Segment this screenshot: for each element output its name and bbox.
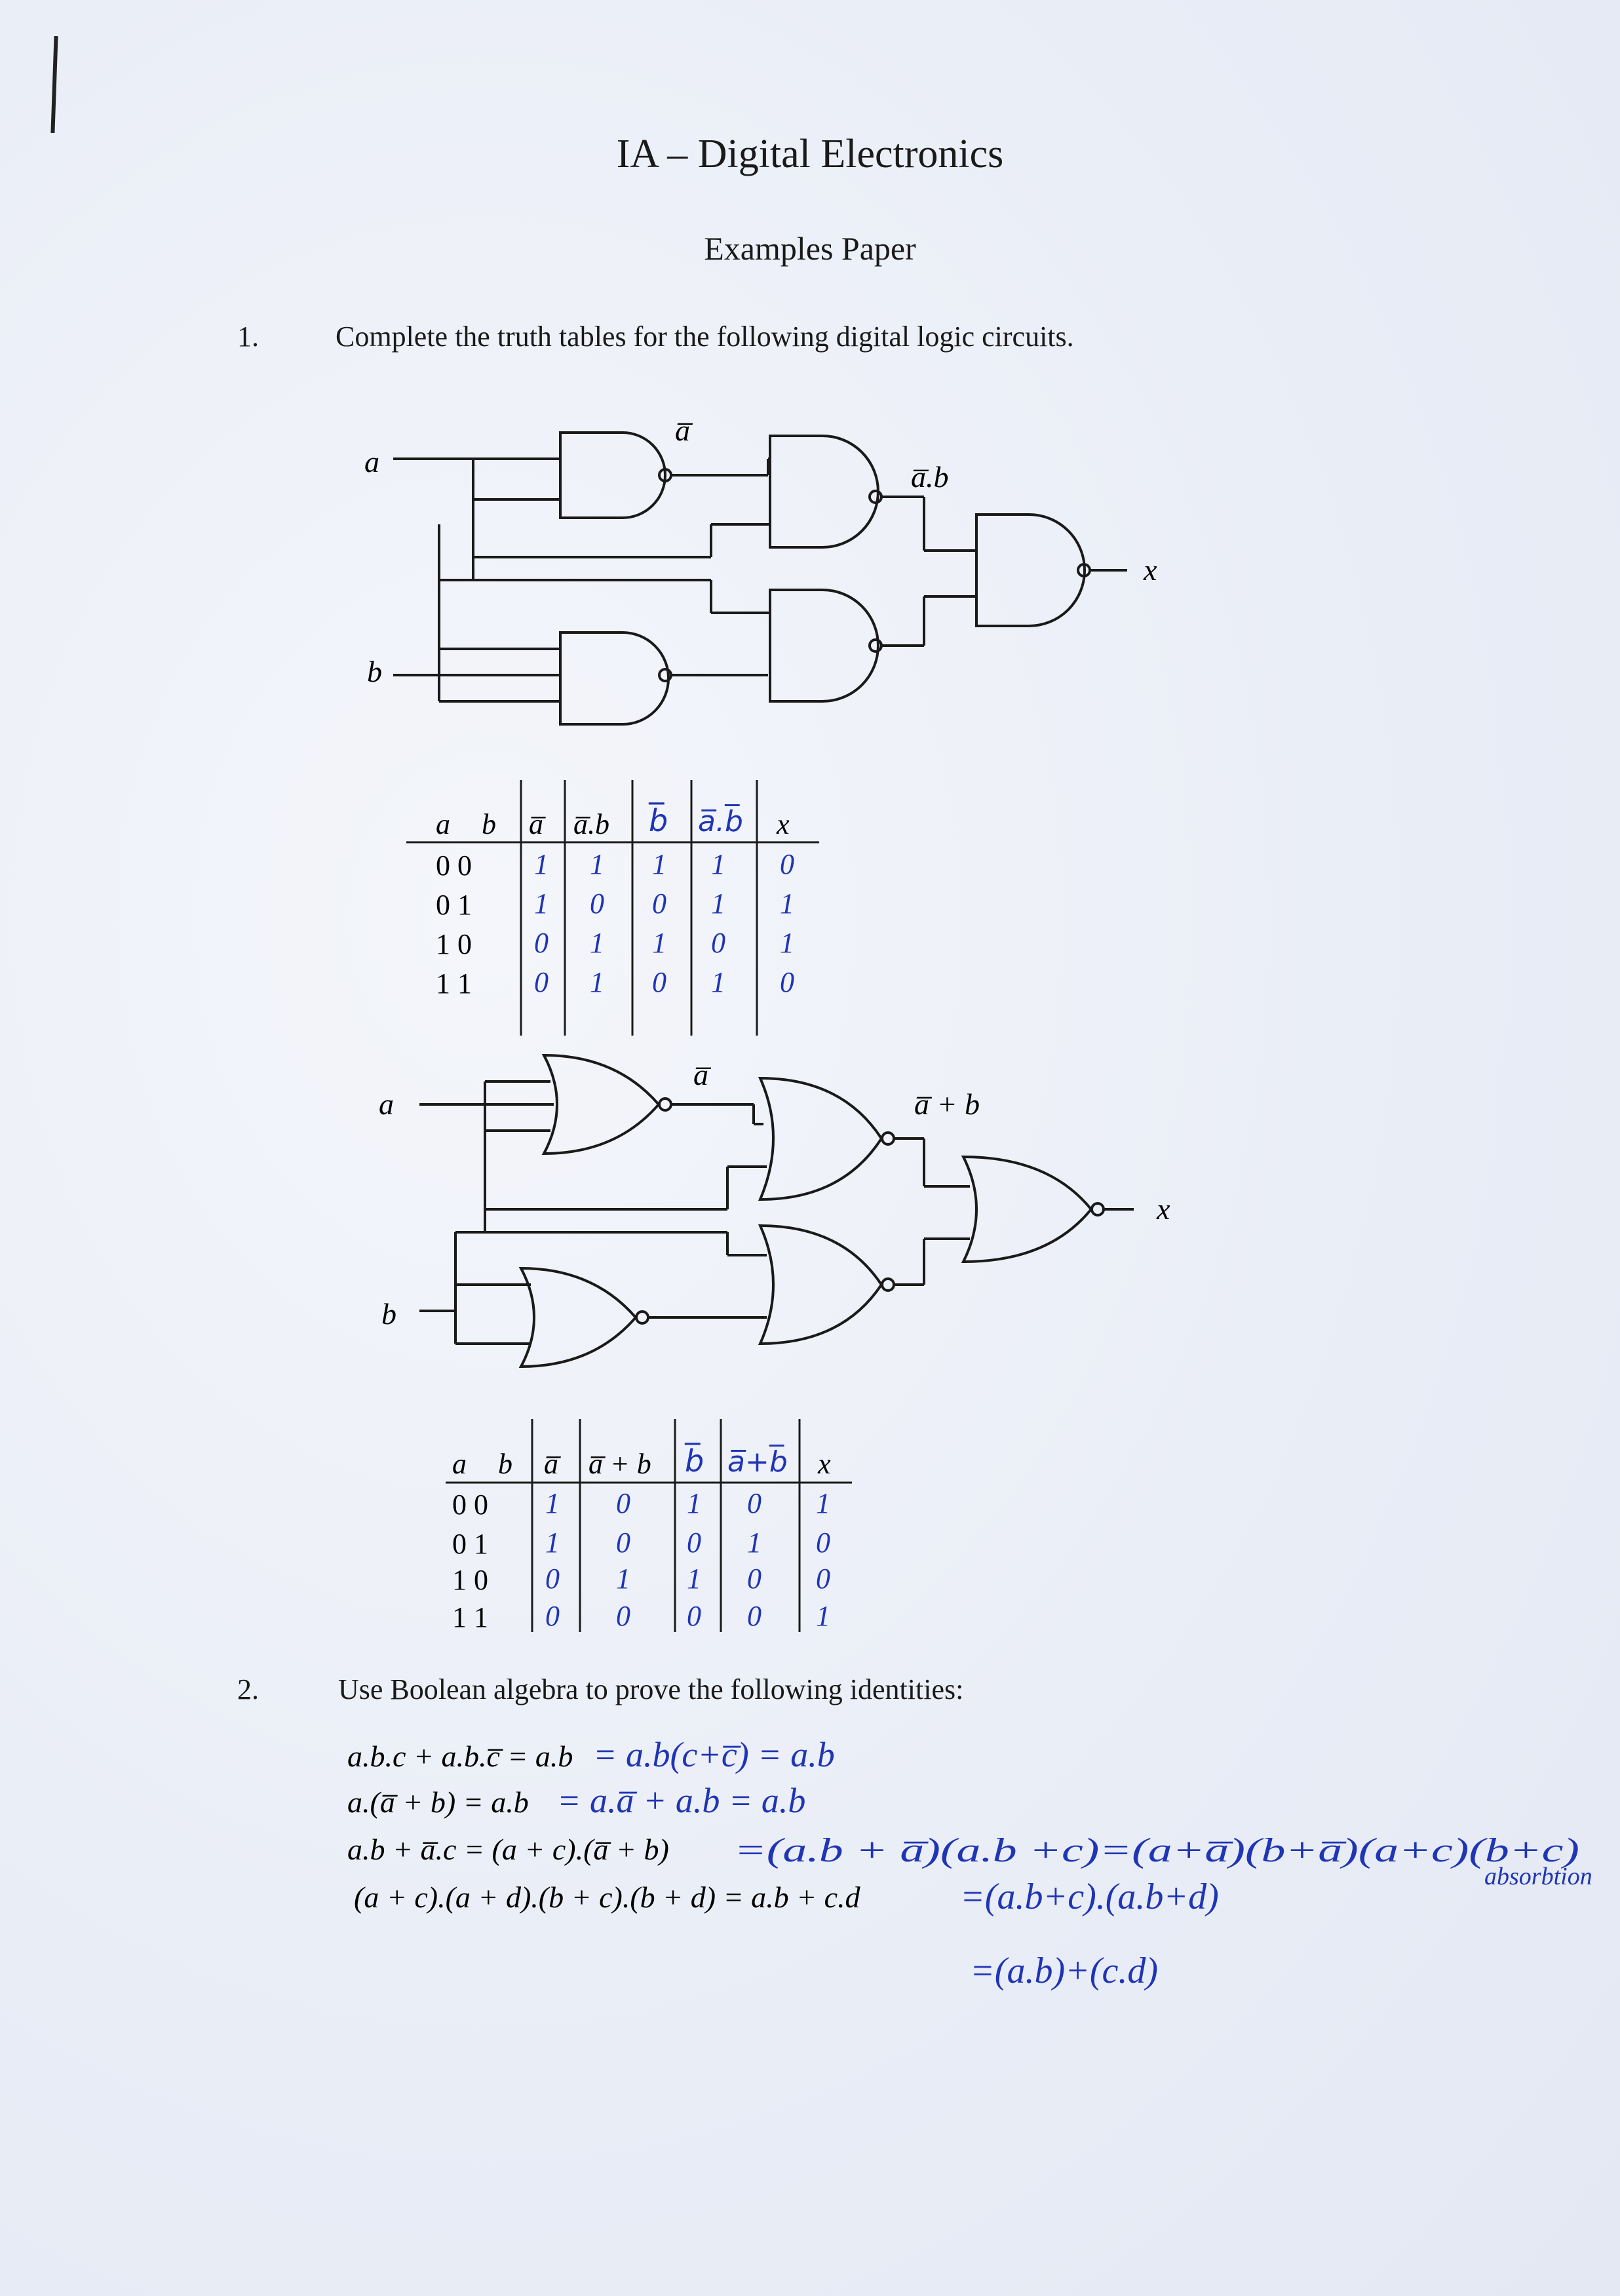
t1-row1-c2: 1 xyxy=(590,848,604,880)
t1-row3-c3: 1 xyxy=(652,927,666,959)
t2-row3-c4: 0 xyxy=(747,1563,762,1595)
identity-4-work: =(a.b+c).(a.b+d) xyxy=(960,1877,1219,1917)
t1-row4-ab: 1 1 xyxy=(436,967,472,1000)
t2-row3-c2: 1 xyxy=(616,1563,630,1595)
circuit2-input-a: a xyxy=(379,1087,394,1121)
t1-row3-c5: 1 xyxy=(780,927,794,959)
circuit2-output-x: x xyxy=(1157,1192,1170,1226)
circuit1-input-a: a xyxy=(364,445,379,478)
t2-row1-ab: 0 0 xyxy=(452,1489,488,1521)
identity-1: a.b.c + a.b.c̅ = a.b xyxy=(347,1740,573,1773)
t2-header-b: b xyxy=(498,1448,512,1480)
t2-header-a: a xyxy=(452,1448,467,1480)
t2-row4-c1: 0 xyxy=(545,1600,560,1632)
t2-row3-c3: 1 xyxy=(687,1563,701,1595)
identity-2-work: = a.a̅ + a.b = a.b xyxy=(557,1781,806,1820)
identity-4-work-line2: =(a.b)+(c.d) xyxy=(970,1951,1159,1991)
t2-row4-c4: 0 xyxy=(747,1600,762,1632)
t1-row4-c2: 1 xyxy=(590,966,604,998)
t1-header-b: b xyxy=(482,808,496,840)
circuit2-input-b: b xyxy=(381,1297,396,1331)
page-title: IA – Digital Electronics xyxy=(616,132,1004,176)
t1-row1-c5: 0 xyxy=(780,848,794,880)
circuit1-label-abarb: a̅.b xyxy=(911,460,949,494)
t2-row1-c3: 1 xyxy=(687,1487,701,1519)
t1-row4-c1: 0 xyxy=(534,966,549,998)
t2-row2-c4: 1 xyxy=(747,1527,762,1559)
t2-header-abarplusbbar: a̅+b̅ xyxy=(727,1445,788,1479)
t1-header-x: x xyxy=(777,808,790,840)
t2-row2-c5: 0 xyxy=(816,1527,830,1559)
t2-row1-c5: 1 xyxy=(816,1487,830,1519)
t2-row4-c5: 1 xyxy=(816,1600,830,1632)
t1-row2-c5: 1 xyxy=(780,887,794,920)
identity-3-work: =(a.b + a̅)(a.b +c)=(a+a̅)(b+a̅)(a+c)(b+c) xyxy=(734,1832,1579,1869)
t2-row2-c3: 0 xyxy=(687,1527,701,1559)
t1-row2-c3: 0 xyxy=(652,887,666,920)
t1-header-abarbbar: a̅.b̅ xyxy=(698,805,743,838)
t1-row4-c4: 1 xyxy=(711,966,725,998)
t2-header-bbar: b̅ xyxy=(685,1443,704,1479)
page-subtitle: Examples Paper xyxy=(704,230,916,267)
t1-row3-c2: 1 xyxy=(590,927,604,959)
identity-4: (a + c).(a + d).(b + c).(b + d) = a.b + c.d xyxy=(354,1880,860,1914)
circuit2-label-abar: a̅ xyxy=(693,1058,708,1091)
t2-row4-c3: 0 xyxy=(687,1600,701,1632)
t1-row4-c5: 0 xyxy=(780,966,794,998)
t1-header-a: a xyxy=(436,808,450,840)
t2-header-abarplusb: a̅ + b xyxy=(588,1448,651,1480)
t1-row3-c4: 0 xyxy=(711,927,725,959)
t2-row2-c1: 1 xyxy=(545,1527,560,1559)
t1-row1-c1: 1 xyxy=(534,848,549,880)
t1-row1-c3: 1 xyxy=(652,848,666,880)
absorption-note: absorbtion xyxy=(1484,1863,1592,1890)
t1-row3-c1: 0 xyxy=(534,927,549,959)
t2-header-abar: a̅ xyxy=(544,1448,558,1480)
t1-row2-ab: 0 1 xyxy=(436,889,472,921)
t1-row2-c4: 1 xyxy=(711,887,725,920)
circuit1-input-b: b xyxy=(367,655,382,688)
t2-row2-ab: 0 1 xyxy=(452,1528,488,1560)
question-2-text: Use Boolean algebra to prove the following identities: xyxy=(338,1673,964,1705)
identity-2: a.(a̅ + b) = a.b xyxy=(347,1785,529,1819)
circuit1-output-x: x xyxy=(1144,553,1157,587)
t1-row2-c1: 1 xyxy=(534,887,549,920)
t1-header-abarb: a̅.b xyxy=(573,808,609,840)
t2-row1-c4: 0 xyxy=(747,1487,762,1519)
question-1-text: Complete the truth tables for the following digital logic circuits. xyxy=(336,321,1074,353)
t2-row3-c1: 0 xyxy=(545,1563,560,1595)
identity-1-work: = a.b(c+c̅) = a.b xyxy=(593,1735,835,1774)
question-1-number: 1. xyxy=(237,321,259,353)
t2-row3-ab: 1 0 xyxy=(452,1564,488,1596)
t2-row4-c2: 0 xyxy=(616,1600,630,1632)
t1-header-bbar: b̅ xyxy=(649,803,668,838)
circuit2-label-abarplusb: a̅ + b xyxy=(914,1087,980,1121)
t2-row2-c2: 0 xyxy=(616,1527,630,1559)
t1-row1-ab: 0 0 xyxy=(436,849,472,882)
t2-row4-ab: 1 1 xyxy=(452,1601,488,1633)
t1-header-abar: a̅ xyxy=(529,808,543,840)
t2-header-x: x xyxy=(818,1448,831,1480)
t2-row1-c1: 1 xyxy=(545,1487,560,1519)
t1-row2-c2: 0 xyxy=(590,887,604,920)
t2-row3-c5: 0 xyxy=(816,1563,830,1595)
circuit1-label-abar: a̅ xyxy=(675,414,690,447)
t1-row4-c3: 0 xyxy=(652,966,666,998)
t1-row3-ab: 1 0 xyxy=(436,928,472,960)
question-2-number: 2. xyxy=(237,1673,259,1705)
t2-row1-c2: 0 xyxy=(616,1487,630,1519)
identity-3: a.b + a̅.c = (a + c).(a̅ + b) xyxy=(347,1833,669,1866)
t1-row1-c4: 1 xyxy=(711,848,725,880)
